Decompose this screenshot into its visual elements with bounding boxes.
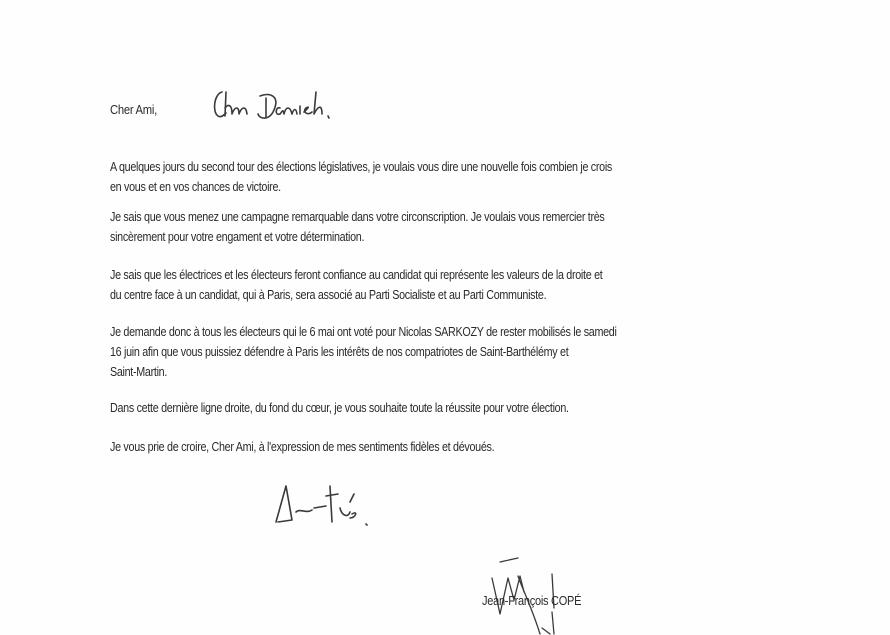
paragraph-line: 16 juin afin que vous puissiez défendre à Paris les intérêts de nos compatriotes de Saint-Barthélémy et: [110, 345, 569, 359]
handwritten-salutation: [208, 86, 358, 126]
handwritten-closing: [270, 478, 390, 528]
paragraph-line: Saint-Martin.: [110, 365, 168, 379]
paragraph-line: Je sais que les électrices et les électeurs feront confiance au candidat qui représente les valeurs de la droite et: [110, 268, 603, 282]
paragraph-4: [110, 322, 781, 382]
paragraph-line: Je sais que vous menez une campagne remarquable dans votre circonscription. Je voulais vous remercier très: [110, 210, 605, 224]
salutation: Cher Ami,: [110, 103, 157, 117]
paragraph-3: [110, 265, 781, 305]
paragraph-line: Je demande donc à tous les électeurs qui le 6 mai ont voté pour Nicolas SARKOZY de rester mobilisés le samedi: [110, 325, 617, 339]
paragraph-5: [110, 398, 781, 418]
paragraph-line: en vous et en vos chances de victoire.: [110, 180, 281, 194]
paragraph-line: du centre face à un candidat, qui à Paris, sera associé au Parti Socialiste et au Parti Communiste.: [110, 288, 547, 302]
signature-scribble: [480, 548, 600, 635]
paragraph-line: Je vous prie de croire, Cher Ami, à l'expression de mes sentiments fidèles et dévoués.: [110, 440, 495, 454]
paragraph-line: Dans cette dernière ligne droite, du fond du cœur, je vous souhaite toute la réussite pour votre élection.: [110, 401, 569, 415]
paragraph-6: [110, 437, 781, 457]
paragraph-line: sincèrement pour votre engament et votre détermination.: [110, 230, 365, 244]
paragraph-line: A quelques jours du second tour des élections législatives, je voulais vous dire une nouvelle fois combien je crois: [110, 160, 613, 174]
signatory-name: Jean-François COPÉ: [482, 594, 582, 608]
paragraph-1: [110, 157, 781, 197]
paragraph-2: [110, 207, 781, 247]
